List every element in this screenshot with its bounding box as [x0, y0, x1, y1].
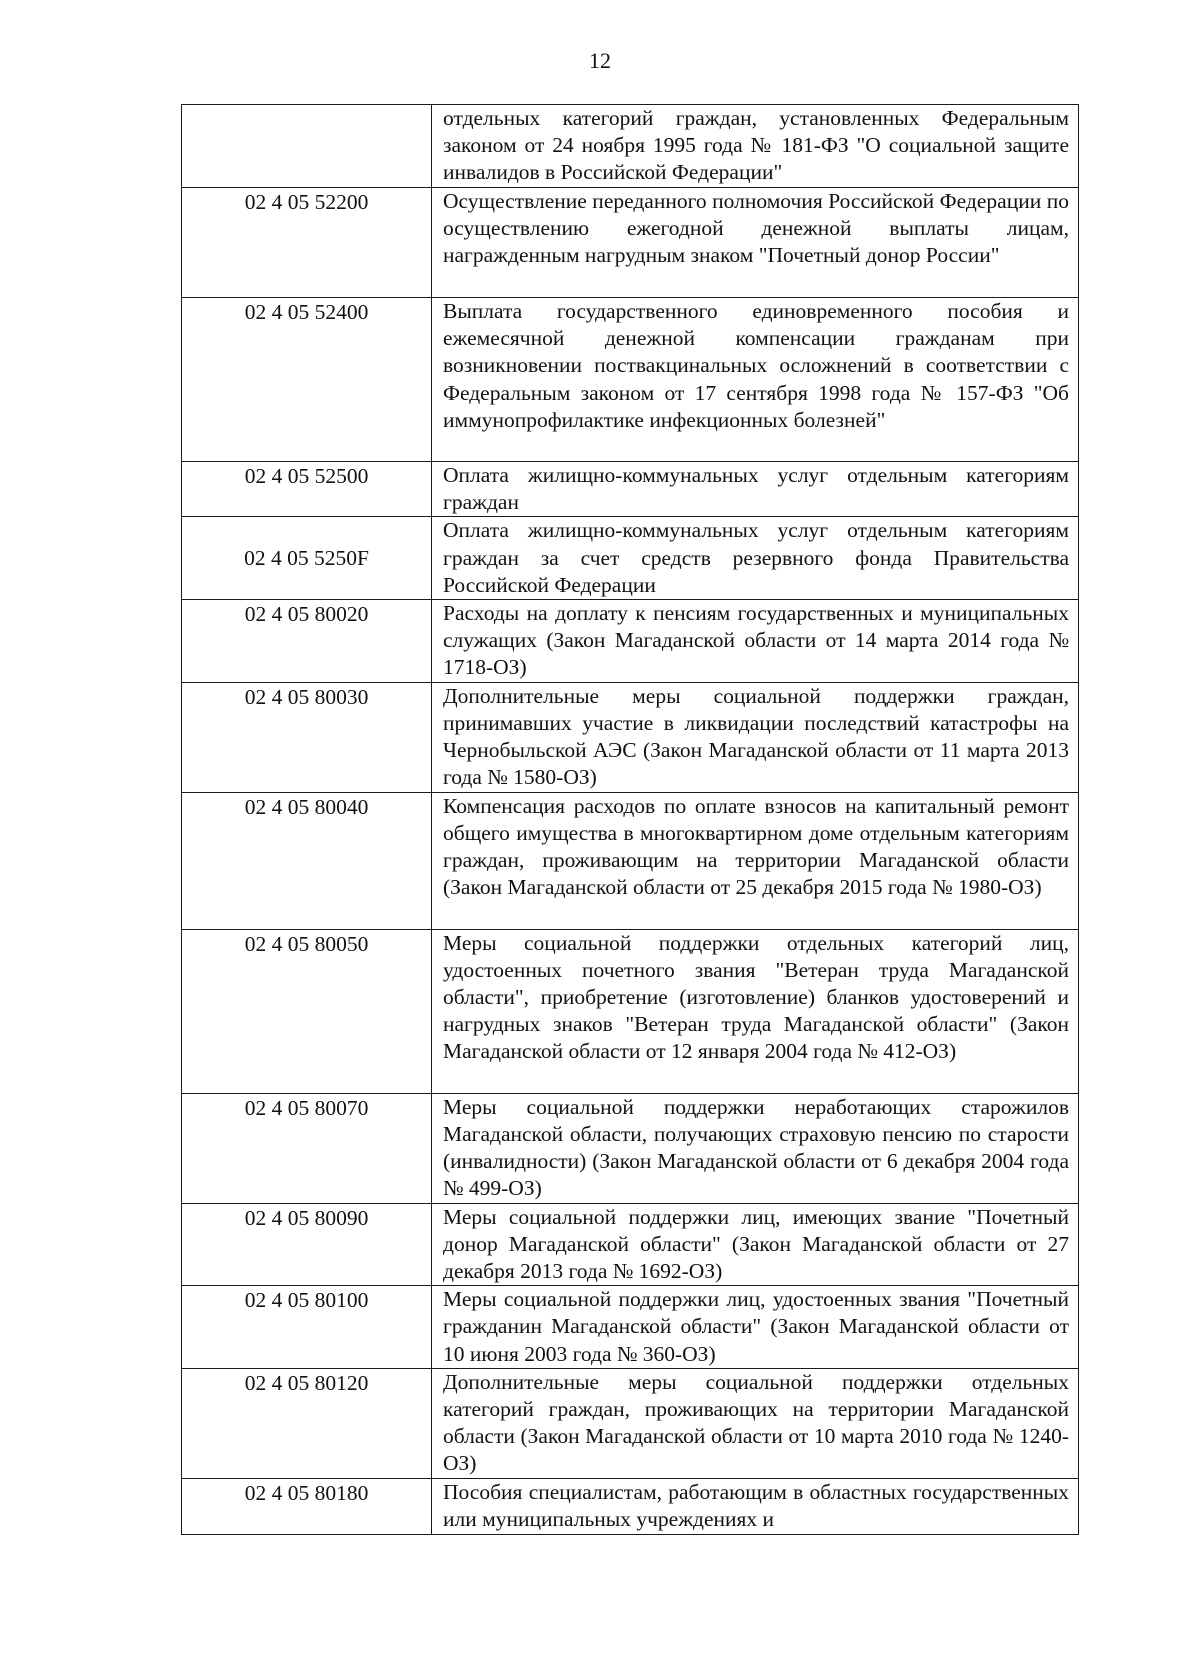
description-cell: Расходы на доплату к пенсиям государственных и муниципальных служащих (Закон Магаданской области от 14 марта 2014 года № 1718-ОЗ): [432, 600, 1079, 683]
description-cell: Осуществление переданного полномочия Российской Федерации по осуществлению ежегодной денежной выплаты лицам, награжденным нагрудным знаком "Почетный донор России": [432, 188, 1079, 298]
table-row: [182, 792, 1079, 929]
code-cell: 02 4 05 80030: [182, 682, 432, 792]
table-row: [182, 188, 1079, 298]
description-cell: Меры социальной поддержки неработающих старожилов Магаданской области, получающих страховую пенсию по старости (инвалидности) (Закон Магаданской области от 6 декабря 2004 года № 499-ОЗ): [432, 1093, 1079, 1203]
description-cell: Меры социальной поддержки лиц, удостоенных звания "Почетный гражданин Магаданской области" (Закон Магаданской области от 10 июня 2003 года № 360-ОЗ): [432, 1286, 1079, 1369]
table-row: [182, 517, 1079, 600]
page-number: 12: [589, 48, 611, 73]
code-cell: 02 4 05 52400: [182, 298, 432, 462]
code-cell: 02 4 05 80120: [182, 1368, 432, 1478]
table-row: [182, 1286, 1079, 1369]
description-cell: отдельных категорий граждан, установленных Федеральным законом от 24 ноября 1995 года № 181-ФЗ "О социальной защите инвалидов в Российской Федерации": [432, 105, 1079, 188]
description-cell: Дополнительные меры социальной поддержки граждан, принимавших участие в ликвидации последствий катастрофы на Чернобыльской АЭС (Закон Магаданской области от 11 марта 2013 года № 1580-ОЗ): [432, 682, 1079, 792]
code-cell: 02 4 05 80100: [182, 1286, 432, 1369]
description-cell: Компенсация расходов по оплате взносов на капитальный ремонт общего имущества в многоквартирном доме отдельным категориям граждан, проживающим на территории Магаданской области (Закон Магаданской области от 25 декабря 2015 года № 1980-ОЗ): [432, 792, 1079, 929]
table-row: [182, 1368, 1079, 1478]
description-cell: Выплата государственного единовременного пособия и ежемесячной денежной компенсации гражданам при возникновении поствакцинальных осложнений в соответствии с Федеральным законом от 17 сентября 1998 года № 157-ФЗ "Об иммунопрофилактике инфекционных болезней": [432, 298, 1079, 462]
description-cell: Пособия специалистам, работающим в областных государственных или муниципальных учреждениях и: [432, 1478, 1079, 1534]
table-row: [182, 462, 1079, 517]
code-cell: 02 4 05 80090: [182, 1203, 432, 1286]
description-cell: Оплата жилищно-коммунальных услуг отдельным категориям граждан: [432, 462, 1079, 517]
budget-code-table: [181, 104, 1079, 1535]
description-cell: Меры социальной поддержки лиц, имеющих звание "Почетный донор Магаданской области" (Закон Магаданской области от 27 декабря 2013 года № 1692-ОЗ): [432, 1203, 1079, 1286]
code-cell: 02 4 05 52200: [182, 188, 432, 298]
table-row: [182, 929, 1079, 1093]
code-cell: [182, 105, 432, 188]
code-cell: 02 4 05 52500: [182, 462, 432, 517]
code-cell: 02 4 05 5250F: [182, 517, 432, 600]
table-row: [182, 298, 1079, 462]
code-cell: 02 4 05 80070: [182, 1093, 432, 1203]
table-row: [182, 1093, 1079, 1203]
code-cell: 02 4 05 80180: [182, 1478, 432, 1534]
table-row: [182, 600, 1079, 683]
code-cell: 02 4 05 80050: [182, 929, 432, 1093]
table-row: [182, 1203, 1079, 1286]
description-cell: Дополнительные меры социальной поддержки отдельных категорий граждан, проживающих на территории Магаданской области (Закон Магаданской области от 10 марта 2010 года № 1240-ОЗ): [432, 1368, 1079, 1478]
table-row: [182, 1478, 1079, 1534]
table-row: [182, 105, 1079, 188]
table-row: [182, 682, 1079, 792]
code-cell: 02 4 05 80040: [182, 792, 432, 929]
description-cell: Оплата жилищно-коммунальных услуг отдельным категориям граждан за счет средств резервного фонда Правительства Российской Федерации: [432, 517, 1079, 600]
code-cell: 02 4 05 80020: [182, 600, 432, 683]
description-cell: Меры социальной поддержки отдельных категорий лиц, удостоенных почетного звания "Ветеран труда Магаданской области", приобретение (изготовление) бланков удостоверений и нагрудных знаков "Ветеран труда Магаданской области" (Закон Магаданской области от 12 января 2004 года № 412-ОЗ): [432, 929, 1079, 1093]
